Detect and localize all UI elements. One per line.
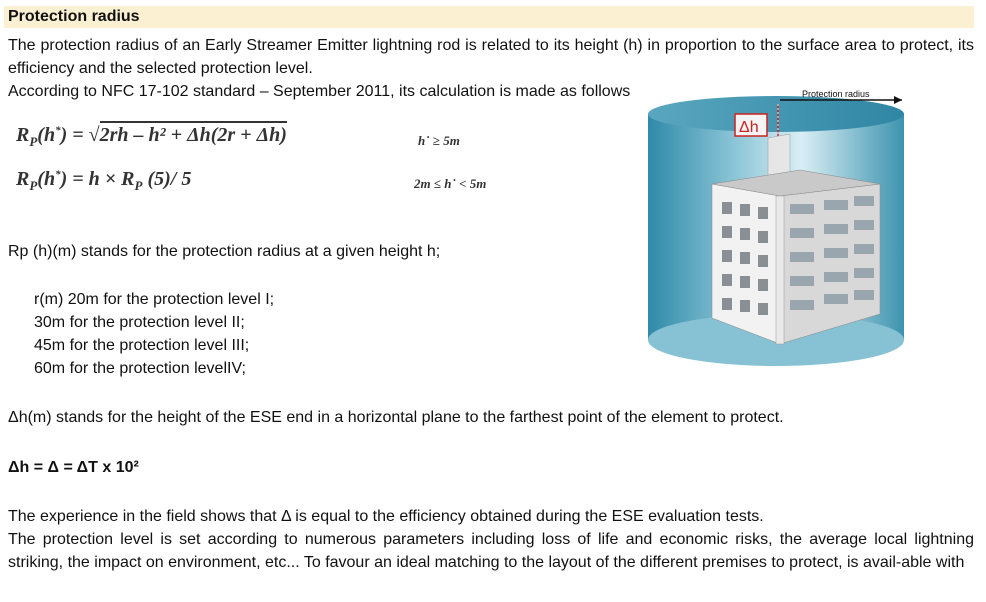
level-item: 30m for the protection level II; [34,314,245,331]
levels-list [34,288,274,380]
heading-bar [4,6,974,28]
formula-2: $R_P(h^*) = h \times R_P$ (5)/ 5 [16,168,192,193]
formula-2-condition: 2m ≤ h˙ < 5m [414,176,487,191]
formula-1: $R_P(h^*) = √2rh - h^2 + \Delta h(2r + \Delta h)$ [16,124,287,150]
level-item: 45m for the protection level III; [34,337,250,354]
delta-formula: Δh = Δ = ΔT x 10² [8,459,139,476]
level-item: r(m) 20m for the protection level I; [34,291,275,308]
closing-experience: The experience in the field shows that Δ is equal to the efficiency obtained during the ESE evaluation tests. [8,508,764,525]
closing-protection-level: The protection level is set according to numerous parameters including loss of life and economic risks, the average local lightning striking, the impact on environment, etc... To favour an ideal matching to the layout of the different premises to protect, is avail-able with [8,531,974,571]
intro-standard: According to NFC 17-102 standard – September 2011, its calculation is made as follows [8,83,631,100]
protection-radius-figure [640,86,920,376]
protection-radius-label: Protection radius [802,89,870,99]
delta-h-label: Δh [739,119,759,136]
sqrt-term: 2rh – h² + Δh(2r + Δh) [100,121,287,146]
intro-paragraph: The protection radius of an Early Streamer Emitter lightning rod is related to its height (h) in proportion to the surface area to protect, its efficiency and the selected protection level. [8,37,974,77]
level-item: 60m for the protection levelIV; [34,360,246,377]
formula-1-condition: h˙ ≥ 5m [418,133,460,148]
section-heading: Protection radius [8,8,140,25]
rp-definition: Rp (h)(m) stands for the protection radius at a given height h; [8,243,441,260]
delta-definition: Δh(m) stands for the height of the ESE end in a horizontal plane to the farthest point of the element to protect. [8,409,784,426]
